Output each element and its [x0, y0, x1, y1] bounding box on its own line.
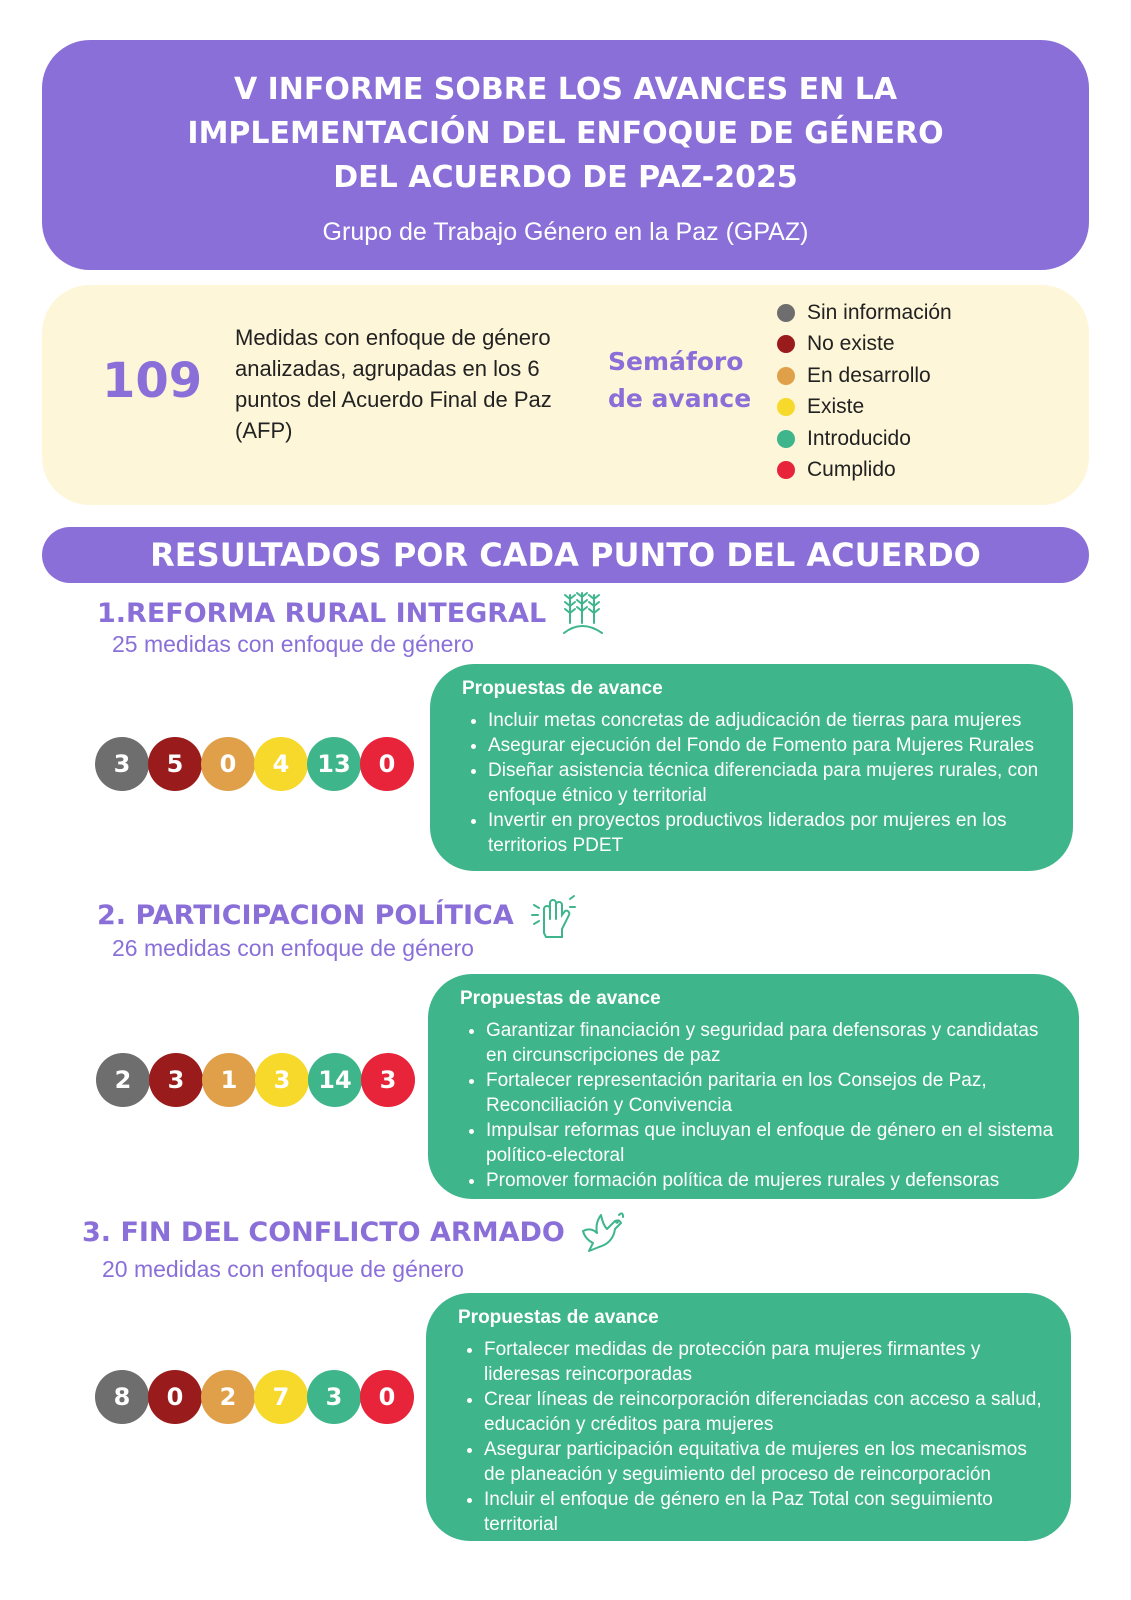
count-existe: 4 [254, 737, 308, 791]
legend-dot [777, 398, 795, 416]
total-measures: 109 [102, 353, 203, 409]
section-title-participacion [97, 889, 576, 941]
status-counts [95, 737, 413, 791]
legend-item [777, 455, 952, 487]
count-no-existe: 5 [148, 737, 202, 791]
proposal-item: • Impulsar reformas que incluyan el enfoque de género en el sistema político-electoral [486, 1118, 1059, 1168]
proposals-list [460, 1018, 1059, 1193]
section-subtitle: 25 medidas con enfoque de género [112, 631, 474, 657]
legend-label: No existe [807, 332, 895, 356]
proposal-item: • Fortalecer representación paritaria en los Consejos de Paz, Reconciliación y Convivencia [486, 1068, 1059, 1118]
legend-dot [777, 304, 795, 322]
proposals-box [426, 1293, 1071, 1541]
legend-dot [777, 335, 795, 353]
section-title-text: 1.REFORMA RURAL INTEGRAL [97, 597, 547, 629]
proposals-box [430, 664, 1073, 871]
proposals-list [458, 1337, 1051, 1537]
proposal-item: • Diseñar asistencia técnica diferenciada para mujeres rurales, con enfoque étnico y territorial [488, 758, 1053, 808]
proposal-item: • Garantizar financiación y seguridad para defensoras y candidatas en circunscripciones de paz [486, 1018, 1059, 1068]
raised-hand-icon [528, 889, 576, 941]
section-title-reforma-rural [97, 591, 606, 635]
proposals-title: Propuestas de avance [460, 988, 661, 1009]
proposals-title: Propuestas de avance [462, 678, 663, 699]
legend-label: Sin información [807, 300, 952, 324]
report-subtitle: Grupo de Trabajo Género en la Paz (GPAZ) [322, 218, 809, 246]
status-counts [96, 1053, 414, 1107]
section-title-fin-conflicto [82, 1209, 625, 1255]
proposal-item: • Incluir el enfoque de género en la Paz Total con seguimiento territorial [484, 1487, 1051, 1537]
legend-label: Cumplido [807, 458, 896, 482]
legend-label: Existe [807, 395, 865, 419]
section-title-text: 3. FIN DEL CONFLICTO ARMADO [82, 1216, 565, 1248]
semaforo-label: Semáforo de avance [608, 347, 752, 413]
count-cumplido: 0 [360, 1370, 414, 1424]
legend-item [777, 360, 952, 392]
report-header [42, 40, 1089, 270]
summary-description: Medidas con enfoque de género analizadas, agrupadas en los 6 puntos del Acuerdo Final de Paz (AFP) [235, 325, 552, 443]
count-cumplido: 3 [361, 1053, 415, 1107]
count-no-existe: 3 [149, 1053, 203, 1107]
proposals-list [462, 708, 1053, 858]
proposal-item: • Crear líneas de reincorporación diferenciadas con acceso a salud, educación y créditos para mujeres [484, 1387, 1051, 1437]
legend-item [777, 392, 952, 424]
proposals-title: Propuestas de avance [458, 1307, 659, 1328]
proposal-item: • Invertir en proyectos productivos liderados por mujeres en los territorios PDET [488, 808, 1053, 858]
proposal-item: • Asegurar ejecución del Fondo de Fomento para Mujeres Rurales [488, 733, 1053, 758]
count-introducido: 3 [307, 1370, 361, 1424]
count-en-desarrollo: 0 [201, 737, 255, 791]
count-introducido: 14 [308, 1053, 362, 1107]
count-existe: 7 [254, 1370, 308, 1424]
summary-panel [42, 285, 1089, 505]
proposal-item: • Incluir metas concretas de adjudicación de tierras para mujeres [488, 708, 1053, 733]
results-heading: RESULTADOS POR CADA PUNTO DEL ACUERDO [42, 527, 1089, 583]
count-sin-informacion: 2 [96, 1053, 150, 1107]
dove-icon [579, 1209, 625, 1255]
legend-dot [777, 367, 795, 385]
legend-label: Introducido [807, 426, 911, 450]
count-no-existe: 0 [148, 1370, 202, 1424]
status-legend [777, 297, 952, 486]
count-en-desarrollo: 2 [201, 1370, 255, 1424]
status-counts [95, 1370, 413, 1424]
count-existe: 3 [255, 1053, 309, 1107]
proposal-item: • Fortalecer medidas de protección para mujeres firmantes y lideresas reincorporadas [484, 1337, 1051, 1387]
legend-dot [777, 461, 795, 479]
legend-item [777, 329, 952, 361]
legend-item [777, 297, 952, 329]
section-subtitle: 20 medidas con enfoque de género [102, 1256, 464, 1282]
proposals-box [428, 974, 1079, 1199]
count-sin-informacion: 8 [95, 1370, 149, 1424]
report-title: V INFORME SOBRE LOS AVANCES EN LA IMPLEMENTACIÓN DEL ENFOQUE DE GÉNERO DEL ACUERDO DE PAZ-2025 [187, 72, 944, 195]
proposal-item: • Promover formación política de mujeres rurales y defensoras [486, 1168, 1059, 1193]
legend-item [777, 423, 952, 455]
count-sin-informacion: 3 [95, 737, 149, 791]
count-introducido: 13 [307, 737, 361, 791]
proposal-item: • Asegurar participación equitativa de mujeres en los mecanismos de planeación y seguimiento del proceso de reincorporación [484, 1437, 1051, 1487]
section-subtitle: 26 medidas con enfoque de género [112, 935, 474, 961]
wheat-icon [560, 591, 606, 635]
count-cumplido: 0 [360, 737, 414, 791]
count-en-desarrollo: 1 [202, 1053, 256, 1107]
legend-dot [777, 430, 795, 448]
legend-label: En desarrollo [807, 363, 931, 387]
section-title-text: 2. PARTICIPACION POLÍTICA [97, 899, 514, 931]
